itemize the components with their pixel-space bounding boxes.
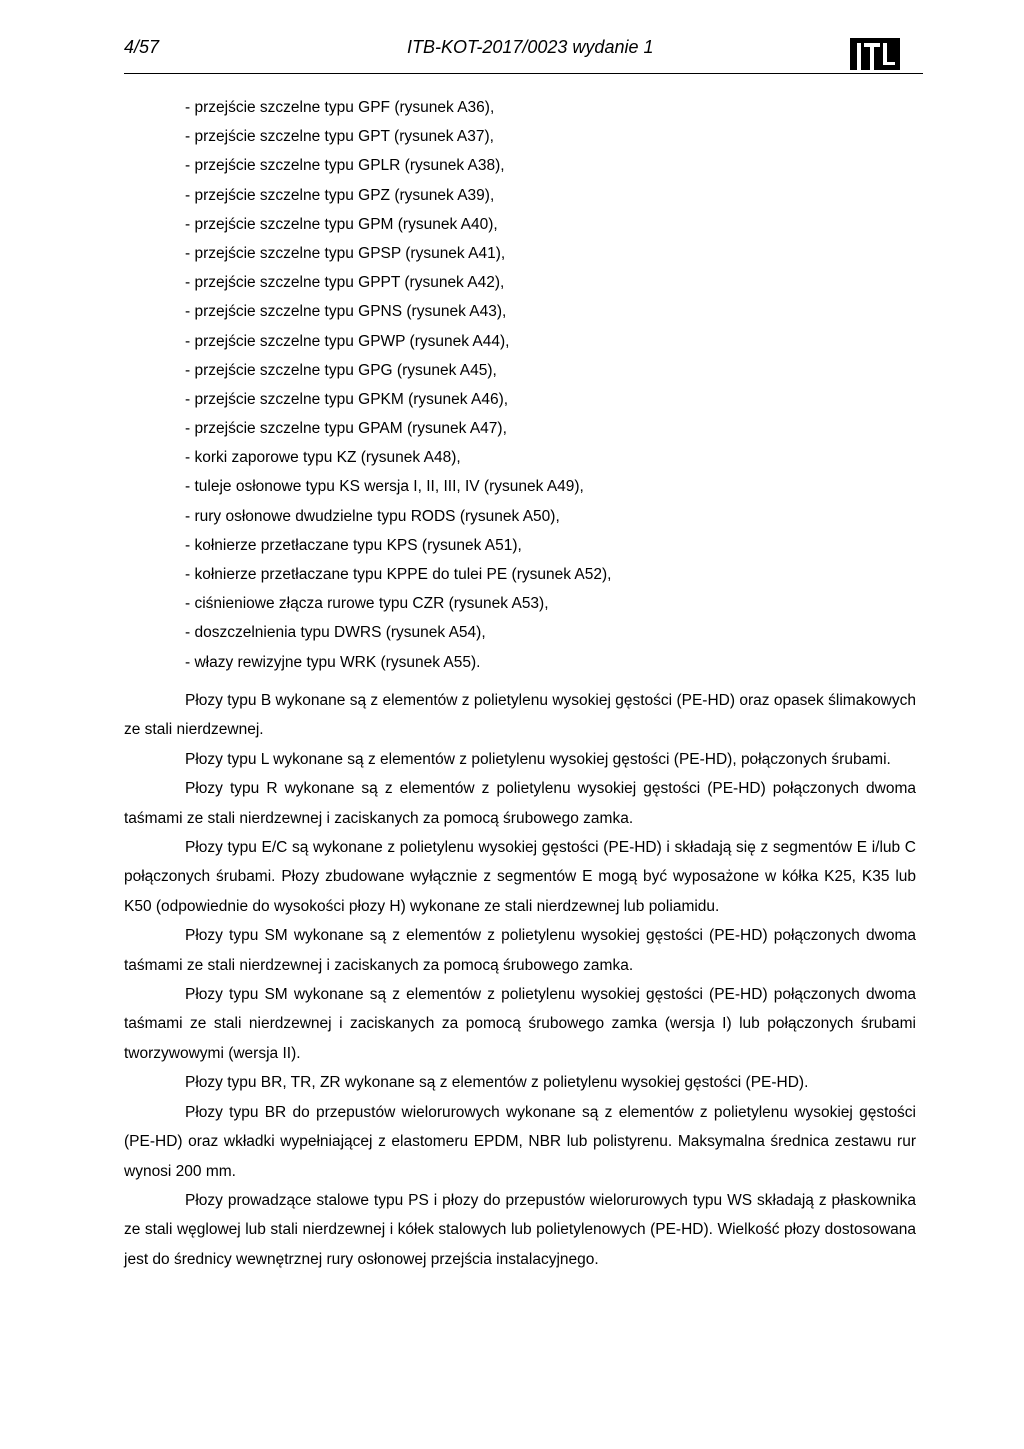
paragraph-type-b: Płozy typu B wykonane są z elementów z polietylenu wysokiej gęstości (PE-HD) oraz opasek ślimakowych ze stali nierdzewnej. [124, 692, 916, 739]
list-item: - rury osłonowe dwudzielne typu RODS (rysunek A50), [185, 507, 560, 525]
list-item: - korki zaporowe typu KZ (rysunek A48), [185, 449, 461, 467]
list-item: - przejście szczelne typu GPPT (rysunek A42), [185, 274, 505, 292]
list-item: - kołnierze przetłaczane typu KPPE do tulei PE (rysunek A52), [185, 566, 612, 583]
page-header [0, 0, 1024, 80]
list-item: - przejście szczelne typu GPSP (rysunek A41), [185, 244, 506, 262]
paragraph-type-ps-ws: Płozy prowadzące stalowe typu PS i płozy do przepustów wielorurowych typu WS składają z płaskownika ze stali węglowej lub stali nierdzewnej i kółek stalowych lub polietylenowych (PE-HD). Wielkość płozy dostosowana jest do średnicy wewnętrznej rury osłonowej przejścia instalacyjnego. [124, 1191, 916, 1268]
paragraph-type-br-tr-zr: Płozy typu BR, TR, ZR wykonane są z elementów z polietylenu wysokiej gęstości (PE-HD). [185, 1074, 809, 1092]
list-item: - przejście szczelne typu GPF (rysunek A36), [185, 99, 495, 116]
header-divider [124, 73, 923, 74]
body-text [124, 686, 916, 1274]
list-item: - ciśnieniowe złącza rurowe typu CZR (rysunek A53), [185, 595, 549, 613]
list-item: - przejście szczelne typu GPLR (rysunek A38), [185, 157, 505, 175]
list-item: - przejście szczelne typu GPZ (rysunek A39), [185, 186, 495, 204]
itb-logo-icon [850, 38, 900, 70]
list-item: - przejście szczelne typu GPNS (rysunek A43), [185, 303, 507, 321]
paragraph-type-sm-versions: Płozy typu SM wykonane są z elementów z polietylenu wysokiej gęstości (PE-HD) połączonych dwoma taśmami ze stali nierdzewnej i zaciskanych za pomocą śrubowego zamka (wersja I) lub połączonych śrubami tworzywowymi (wersja II). [124, 986, 916, 1062]
paragraph-type-r: Płozy typu R wykonane są z elementów z polietylenu wysokiej gęstości (PE-HD) połączonych dwoma taśmami ze stali nierdzewnej i zaciskanych za pomocą śrubowego zamka. [124, 780, 916, 827]
document-title: ITB-KOT-2017/0023 wydanie 1 [407, 37, 654, 57]
paragraph-type-l: Płozy typu L wykonane są z elementów z polietylenu wysokiej gęstości (PE-HD), połączonych śrubami. [185, 750, 891, 768]
page-number: 4/57 [124, 37, 160, 57]
list-item: - kołnierze przetłaczane typu KPS (rysunek A51), [185, 536, 522, 554]
paragraph-type-br-multi: Płozy typu BR do przepustów wielorurowych wykonane są z elementów z polietylenu wysokiej gęstości (PE-HD) oraz wkładki wypełniającej z elastomeru EPDM, NBR lub polistyrenu. Maksymalna średnica zestawu rur wynosi 200 mm. [124, 1103, 916, 1180]
list-item: - włazy rewizyjne typu WRK (rysunek A55). [185, 653, 481, 671]
list-item: - przejście szczelne typu GPM (rysunek A40), [185, 215, 498, 233]
list-item: - przejście szczelne typu GPT (rysunek A37), [185, 128, 494, 146]
list-item: - doszczelnienia typu DWRS (rysunek A54), [185, 624, 486, 642]
items-list [185, 93, 925, 677]
list-item: - przejście szczelne typu GPG (rysunek A45), [185, 361, 497, 379]
list-item: - przejście szczelne typu GPWP (rysunek A44), [185, 332, 510, 350]
list-item: - przejście szczelne typu GPAM (rysunek A47), [185, 420, 507, 438]
paragraph-type-ec: Płozy typu E/C są wykonane z polietylenu wysokiej gęstości (PE-HD) i składają się z segmentów E i/lub C połączonych śrubami. Płozy zbudowane wyłącznie z segmentów E mogą być wyposażone w kółka K25, K35 lub K50 (odpowiednie do wysokości płozy H) wykonane ze stali nierdzewnej lub poliamidu. [124, 839, 916, 915]
list-item: - przejście szczelne typu GPKM (rysunek A46), [185, 390, 509, 408]
list-item: - tuleje osłonowe typu KS wersja I, II, III, IV (rysunek A49), [185, 478, 584, 496]
paragraph-type-sm: Płozy typu SM wykonane są z elementów z polietylenu wysokiej gęstości (PE-HD) połączonych dwoma taśmami ze stali nierdzewnej i zaciskanych za pomocą śrubowego zamka. [124, 927, 916, 974]
